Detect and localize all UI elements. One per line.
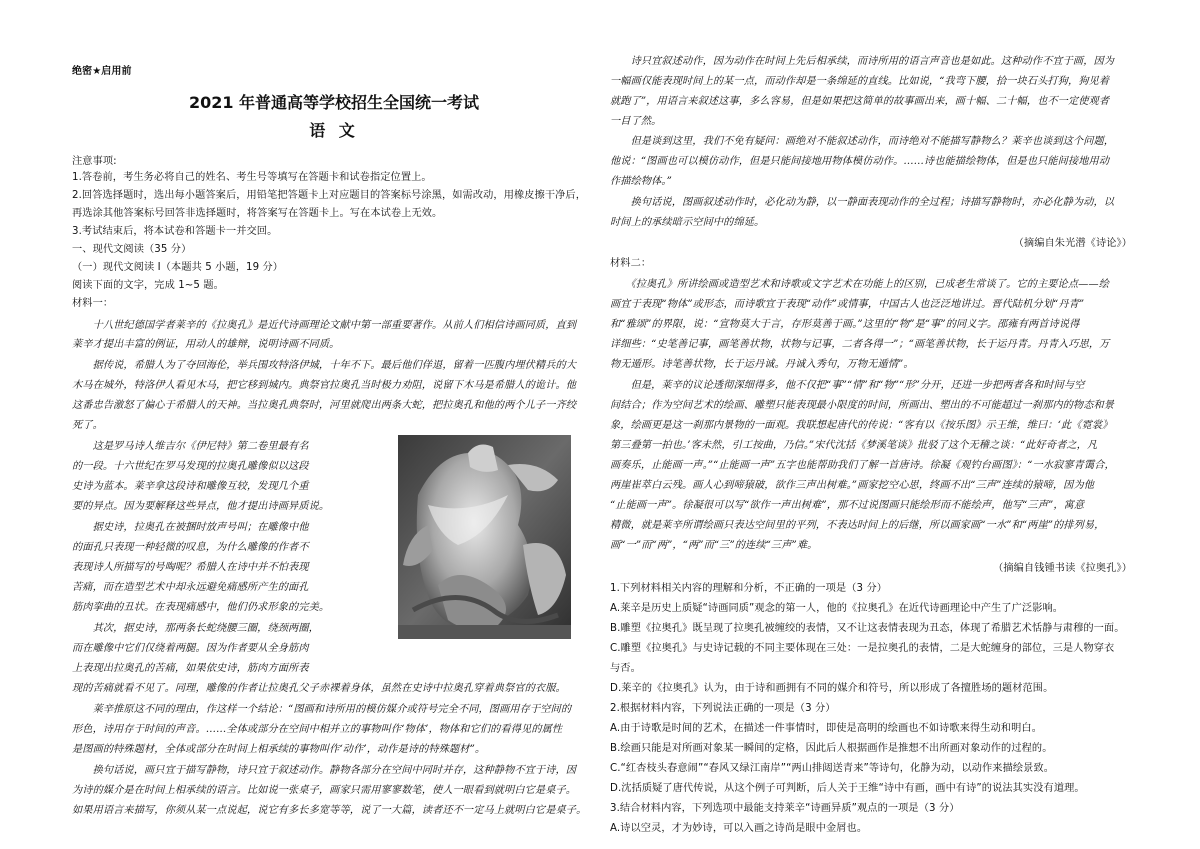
right-text-line: 物无遁形。诗笔善状物，长于运丹诚。丹诚入秀句，万物无遁情”。 bbox=[610, 359, 914, 370]
laocoon-statue-photo bbox=[398, 435, 571, 639]
right-text-line: 画“一”而“两”，“两”而“三”的连续“三声”难。 bbox=[610, 540, 818, 551]
left-text-line: 一、现代文阅读（35 分） bbox=[72, 244, 192, 255]
left-text-line: 材料一： bbox=[72, 298, 114, 309]
left-text-line: 1.答卷前，考生务必将自己的姓名、考生号等填写在答题卡和试卷指定位置上。 bbox=[72, 172, 432, 183]
right-text-line: B.雕塑《拉奥孔》既呈现了拉奥孔被缠绞的表情，又不让这表情表现为丑态，体现了希腊艺术恬静与肃穆的一面。 bbox=[610, 623, 1125, 634]
right-text-line: 第三叠第一拍也。’客未然，引工按曲，乃信。”宋代沈括《梦溪笔谈》批驳了这个无稽之谈：“此好奇者之，凡 bbox=[610, 440, 1098, 451]
right-text-line: A.莱辛是历史上质疑“诗画同质”观念的第一人，他的《拉奥孔》在近代诗画理论中产生了广泛影响。 bbox=[610, 603, 1064, 614]
right-text-line: 一目了然。 bbox=[610, 116, 662, 127]
right-text-line: （摘编自朱光潜《诗论》） bbox=[1013, 238, 1132, 249]
right-text-line: 作描绘物体。” bbox=[610, 176, 672, 187]
right-text-line: D.沈括质疑了唐代传说，从这个例子可判断，后人关于王维“诗中有画，画中有诗”的说法其实没有道理。 bbox=[610, 783, 1085, 794]
secret-label: 绝密★启用前 bbox=[72, 66, 132, 77]
left-text-line: 史诗为蓝本。莱辛拿这段诗和雕像互较，发现几个重 bbox=[72, 481, 309, 492]
left-text-line: 要的异点。因为要解释这些异点，他才提出诗画异质说。 bbox=[72, 501, 330, 512]
left-text-line: 据史诗，拉奥孔在被捆时放声号叫；在雕像中他 bbox=[72, 522, 309, 533]
left-text-line: 的一段。十六世纪在罗马发现的拉奥孔雕像似以这段 bbox=[72, 461, 309, 472]
left-text-line: 十八世纪德国学者莱辛的《拉奥孔》是近代诗画理论文献中第一部重要著作。从前人们相信诗画同质，直到 bbox=[72, 320, 577, 331]
right-text-line: 2.根据材料内容，下列说法正确的一项是（3 分） bbox=[610, 703, 836, 714]
left-text-line: 表现诗人所描写的号啕呢？希腊人在诗中并不怕表现 bbox=[72, 562, 309, 573]
right-text-line: A.诗以空灵，才为妙诗，可以入画之诗尚是眼中金屑也。 bbox=[610, 823, 868, 834]
left-text-line: 莱辛才提出丰富的例证，用动人的雄辩，说明诗画不同质。 bbox=[72, 339, 340, 350]
right-text-line: “止能画一声”。徐凝很可以写“欲作一声出树难”，那不过说图画只能绘形而不能绘声，他写“三声”，寓意 bbox=[610, 500, 1085, 511]
left-text-line: 2.回答选择题时，选出每小题答案后，用铅笔把答题卡上对应题目的答案标号涂黑，如需改动，用橡皮擦干净后， bbox=[72, 190, 587, 201]
right-text-line: 时间上的承续暗示空间中的绵延。 bbox=[610, 217, 765, 228]
left-text-line: 换句话说，画只宜于描写静物，诗只宜于叙述动作。静物各部分在空间中同时并存，这种静物不宜于诗，因 bbox=[72, 765, 577, 776]
right-text-line: 象，绘画更是这一刹那内景物的一面观。我联想起唐代的传说：“客有以《按乐图》示王维，维曰：‘此《霓裳》 bbox=[610, 420, 1113, 431]
left-text-line: 其次，据史诗，那两条长蛇绕腰三圈，绕颈两圈， bbox=[72, 623, 319, 634]
right-text-line: 但是，莱辛的议论透彻深细得多，他不仅把“事”“情”和“物”“形”分开，还进一步把两者各和时间与空 bbox=[610, 380, 1085, 391]
statue-image bbox=[398, 435, 571, 639]
right-text-line: 一幅画仅能表现时间上的某一点，而动作却是一条绵延的直线。比如说，“我弯下腰，拾一块石头打狗，狗见着 bbox=[610, 76, 1110, 87]
right-text-line: 换句话说，图画叙述动作时，必化动为静，以一静面表现动作的全过程；诗描写静物时，亦必化静为动，以 bbox=[610, 197, 1115, 208]
right-text-line: 材料二： bbox=[610, 258, 652, 269]
left-text-line: （一）现代文阅读 I（本题共 5 小题，19 分） bbox=[72, 262, 284, 273]
exam-title: 2021 年普通高等学校招生全国统一考试 bbox=[188, 93, 480, 112]
right-text-line: 他说：“图画也可以模仿动作，但是只能间接地用物体模仿动作。……诗也能描绘物体，但是也只能间接地用动 bbox=[610, 156, 1110, 167]
left-text-line: 3.考试结束后，将本试卷和答题卡一并交回。 bbox=[72, 226, 278, 237]
left-text-line: 苦痛，而在造型艺术中却永远避免痛感所产生的面孔 bbox=[72, 582, 309, 593]
left-text-line: 筋肉挛曲的丑状。在表现痛感中，他们仍求形象的完美。 bbox=[72, 602, 330, 613]
left-text-line: 而在雕像中它们仅绕着两腿。因为作者要从全身筋肉 bbox=[72, 643, 309, 654]
right-text-line: 但是谈到这里，我们不免有疑问：画绝对不能叙述动作，而诗绝对不能描写静物么？莱辛也谈到这个问题， bbox=[610, 136, 1115, 147]
right-text-line: C.“红杏枝头春意闹”“春风又绿江南岸”“两山排闼送青来”等诗句，化静为动，以动作来描绘景致。 bbox=[610, 763, 1055, 774]
left-text-line: 注意事项: bbox=[72, 156, 117, 167]
right-text-line: A.由于诗歌是时间的艺术，在描述一件事情时，即使是高明的绘画也不如诗歌来得生动和明白。 bbox=[610, 723, 1043, 734]
right-text-line: D.莱辛的《拉奥孔》认为，由于诗和画拥有不同的媒介和符号，所以形成了各擅胜场的题材范围。 bbox=[610, 683, 1054, 694]
left-text-line: 木马在城外，特洛伊人看见木马，把它移到城内。典祭官拉奥孔当时极力劝阻，说留下木马是希腊人的诡计。他 bbox=[72, 380, 577, 391]
right-text-line: 精微，就是莱辛所谓绘画只表达空间里的平列，不表达时间上的后继，所以画家画“一水”和“两崖”的排列易， bbox=[610, 520, 1105, 531]
right-text-line: C.雕塑《拉奥孔》与史诗记载的不同主要体现在三处：一是拉奥孔的表情，二是大蛇缠身的部位，三是人物穿衣 bbox=[610, 643, 1115, 654]
right-text-line: 3.结合材料内容，下列选项中最能支持莱辛“诗画异质”观点的一项是（3 分） bbox=[610, 803, 960, 814]
left-text-line: 如果用语言来描写，你须从某一点说起，说它有多长多宽等等，说了一大篇，读者还不一定马上就明白它是桌子。 bbox=[72, 805, 587, 816]
right-text-line: B.绘画只能是对所画对象某一瞬间的定格，因此后人根据画作是推想不出所画对象动作的过程的。 bbox=[610, 743, 1053, 754]
left-text-line: 为诗的媒介是在时间上相承续的语言。比如说一张桌子，画家只需用寥寥数笔，使人一眼看到就明白它是桌子。 bbox=[72, 785, 577, 796]
right-text-line: 《拉奥孔》所讲绘画或造型艺术和诗歌或文字艺术在功能上的区别，已成老生常谈了。它的主要论点——绘 bbox=[610, 279, 1109, 290]
left-text-line: 的面孔只表现一种轻微的叹息，为什么雕像的作者不 bbox=[72, 542, 309, 553]
right-text-line: 两崖崔萃白云残。画人心到啼猿破，欲作三声出树难。”画家挖空心思，终画不出“三声”连续的猿啼，因为他 bbox=[610, 480, 1095, 491]
right-text-line: 1.下列材料相关内容的理解和分析，不正确的一项是（3 分） bbox=[610, 583, 888, 594]
left-text-line: 形色，诗用存于时间的声音。……全体或部分在空间中相并立的事物叫作‘物体’，物体和它们的看得见的属性 bbox=[72, 724, 563, 735]
left-text-line: 莱辛推原这不同的理由，作这样一个结论：“图画和诗所用的模仿媒介或符号完全不同，图画用存于空间的 bbox=[72, 704, 572, 715]
left-text-line: 阅读下面的文字，完成 1~5 题。 bbox=[72, 280, 224, 291]
left-text-line: 这是罗马诗人维吉尔《伊尼特》第二卷里最有名 bbox=[72, 441, 309, 452]
right-text-line: 画奏乐，止能画一声。”“止能画一声”五字也能帮助我们了解一首唐诗。徐凝《观钓台画图》：“一水寂寥青霭合， bbox=[610, 460, 1115, 471]
left-text-line: 是图画的特殊题材，全体或部分在时间上相承续的事物叫作‘动作’，动作是诗的特殊题材”。 bbox=[72, 744, 486, 755]
left-text-line: 现的苦痛就看不见了。同理，雕像的作者让拉奥孔父子赤裸着身体，虽然在史诗中拉奥孔穿着典祭官的衣服。 bbox=[72, 683, 566, 694]
right-text-line: 就跑了”，用语言来叙述这事，多么容易，但是如果把这简单的故事画出来，画十幅、二十幅，也不一定使观者 bbox=[610, 96, 1110, 107]
left-text-line: 据传说，希腊人为了夺回海伦，举兵围攻特洛伊城，十年不下。最后他们佯退，留着一匹腹内埋伏精兵的大 bbox=[72, 360, 577, 371]
right-text-line: 诗只宜叙述动作，因为动作在时间上先后相承续，而诗所用的语言声音也是如此。这种动作不宜于画，因为 bbox=[610, 56, 1115, 67]
left-text-line: 再选涂其他答案标号回答非选择题时，将答案写在答题卡上。写在本试卷上无效。 bbox=[72, 208, 443, 219]
right-text-line: 详细些：“史笔善记事，画笔善状物，状物与记事，二者各得一”；“画笔善状物，长于运丹青。丹青入巧思，万 bbox=[610, 339, 1110, 350]
left-text-line: 这番忠告激怒了偏心于希腊人的天神。当拉奥孔典祭时，河里就爬出两条大蛇，把拉奥孔和他的两个儿子一齐绞 bbox=[72, 400, 577, 411]
right-text-line: 和“雅颂”的界限，说：“宣物莫大于言，存形莫善于画。”这里的“物”是“事”的同义字。邵雍有两首诗说得 bbox=[610, 319, 1080, 330]
right-text-line: 画宜于表现“物体”或形态，而诗歌宜于表现“动作”或情事，中国古人也泛泛地讲过。晋代陆机分划“丹青” bbox=[610, 299, 1085, 310]
left-text-line: 死了。 bbox=[72, 420, 103, 431]
subject-title: 语 文 bbox=[309, 121, 359, 140]
right-text-line: 与否。 bbox=[610, 663, 641, 674]
right-text-line: （摘编自钱锺书读《拉奥孔》） bbox=[993, 563, 1132, 574]
right-text-line: 间结合；作为空间艺术的绘画、雕塑只能表现最小限度的时间，所画出、塑出的不可能超过一刹那内的物态和景 bbox=[610, 400, 1115, 411]
left-text-line: 上表现出拉奥孔的苦痛，如果依史诗，筋肉方面所表 bbox=[72, 663, 309, 674]
